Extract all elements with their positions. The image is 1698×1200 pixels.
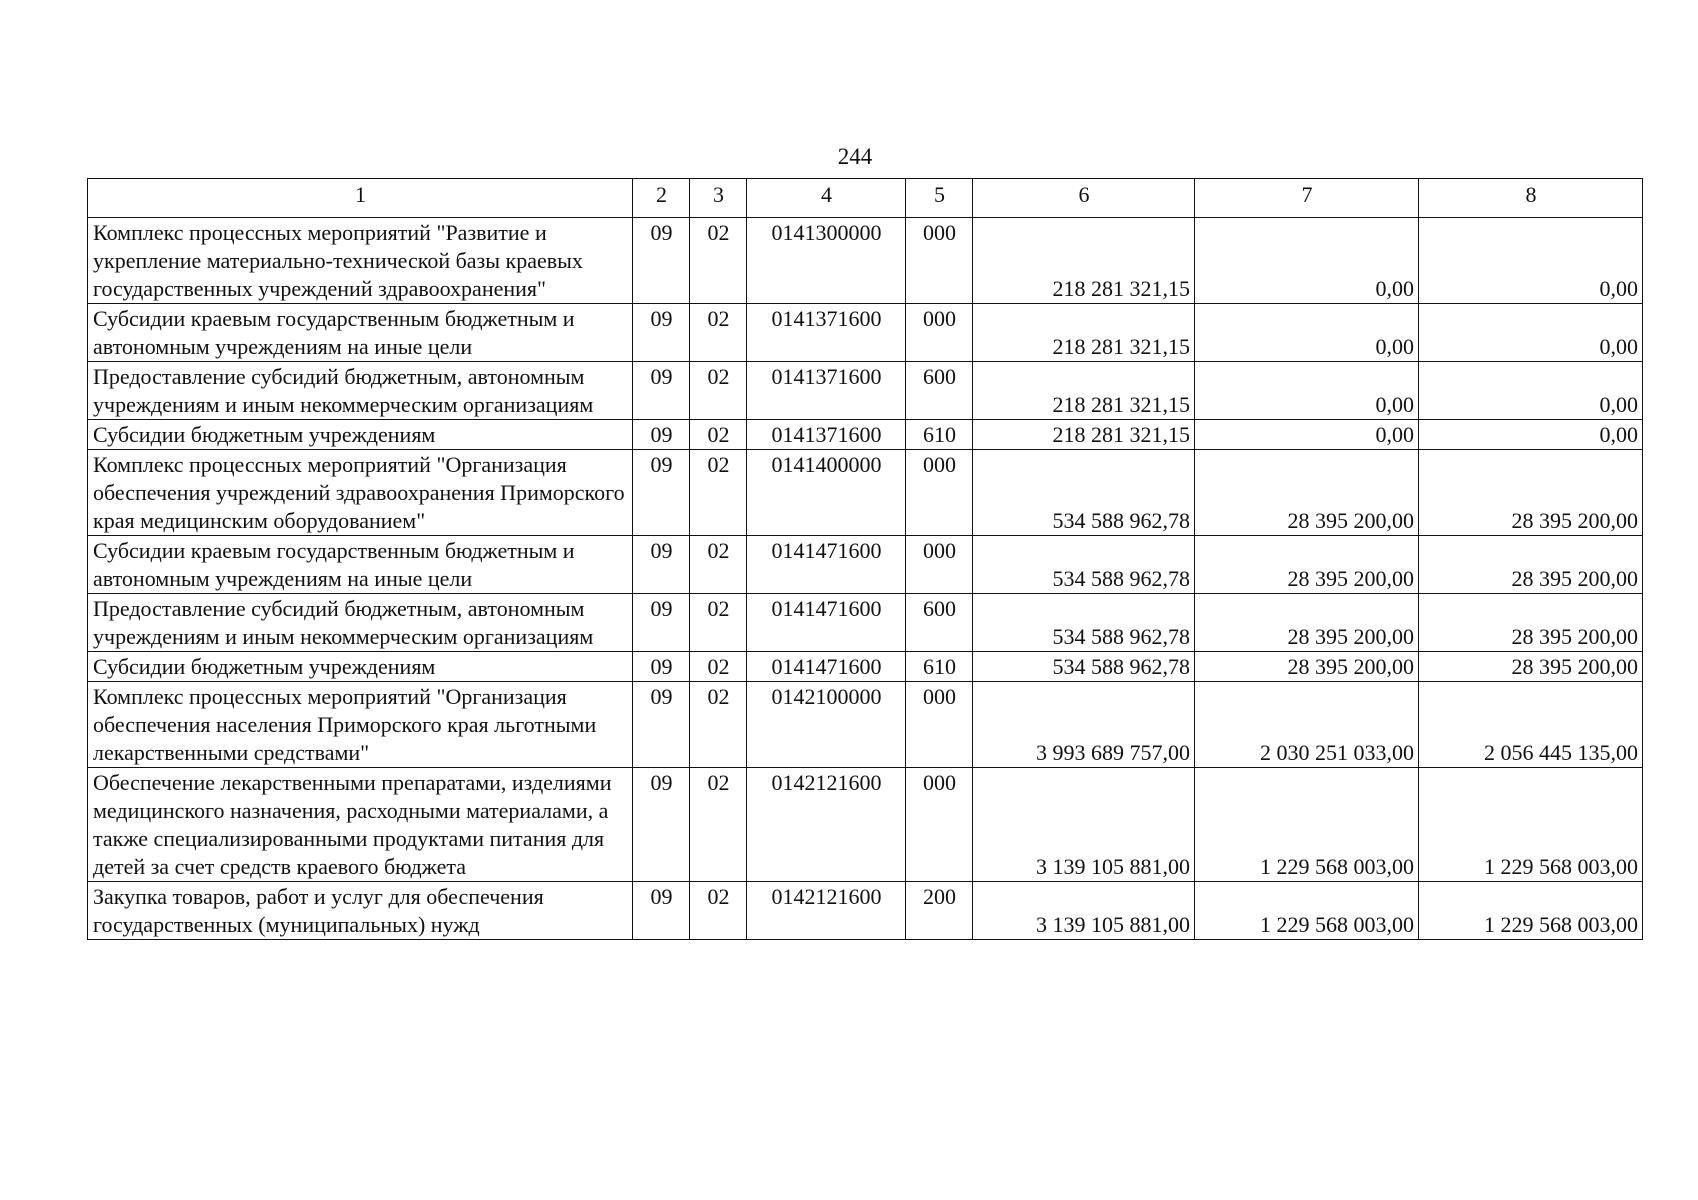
- table-row: [88, 420, 1643, 450]
- amount-col6-cell: 534 588 962,78: [973, 652, 1195, 682]
- column-header: 6: [973, 179, 1195, 218]
- amount-col7-cell: 2 030 251 033,00: [1195, 682, 1419, 768]
- amount-col6-cell: 534 588 962,78: [973, 450, 1195, 536]
- row-name-cell: Комплекс процессных мероприятий "Организация обеспечения учреждений здравоохранения Приморского края медицинским оборудованием": [88, 450, 633, 536]
- target-article-cell: 0141471600: [747, 594, 906, 652]
- target-article-cell: 0141371600: [747, 420, 906, 450]
- subsection-code-cell: 02: [690, 420, 747, 450]
- column-header: 3: [690, 179, 747, 218]
- amount-col7-cell: 1 229 568 003,00: [1195, 768, 1419, 882]
- target-article-cell: 0141471600: [747, 652, 906, 682]
- target-article-cell: 0141400000: [747, 450, 906, 536]
- target-article-cell: 0142100000: [747, 682, 906, 768]
- target-article-cell: 0142121600: [747, 768, 906, 882]
- subsection-code-cell: 02: [690, 536, 747, 594]
- amount-col6-cell: 218 281 321,15: [973, 362, 1195, 420]
- column-header: 1: [88, 179, 633, 218]
- row-name-cell: Комплекс процессных мероприятий "Организация обеспечения населения Приморского края льготными лекарственными средствами": [88, 682, 633, 768]
- amount-col7-cell: 0,00: [1195, 218, 1419, 304]
- target-article-cell: 0141371600: [747, 304, 906, 362]
- row-name-cell: Субсидии бюджетным учреждениям: [88, 652, 633, 682]
- table-row: [88, 682, 1643, 768]
- column-header: 5: [906, 179, 973, 218]
- table-row: [88, 536, 1643, 594]
- subsection-code-cell: 02: [690, 652, 747, 682]
- amount-col8-cell: 0,00: [1419, 362, 1643, 420]
- row-name-cell: Предоставление субсидий бюджетным, автономным учреждениям и иным некоммерческим организациям: [88, 362, 633, 420]
- amount-col8-cell: 1 229 568 003,00: [1419, 768, 1643, 882]
- amount-col7-cell: 0,00: [1195, 304, 1419, 362]
- section-code-cell: 09: [633, 304, 690, 362]
- table-row: [88, 362, 1643, 420]
- section-code-cell: 09: [633, 218, 690, 304]
- subsection-code-cell: 02: [690, 218, 747, 304]
- table-row: [88, 304, 1643, 362]
- amount-col8-cell: 28 395 200,00: [1419, 536, 1643, 594]
- subsection-code-cell: 02: [690, 682, 747, 768]
- budget-table: [87, 178, 1643, 940]
- expense-type-cell: 200: [906, 882, 973, 940]
- table-header-row: [88, 179, 1643, 218]
- expense-type-cell: 600: [906, 362, 973, 420]
- subsection-code-cell: 02: [690, 304, 747, 362]
- expense-type-cell: 610: [906, 652, 973, 682]
- row-name-cell: Комплекс процессных мероприятий "Развитие и укрепление материально-технической базы краевых государственных учреждений здравоохранения": [88, 218, 633, 304]
- amount-col7-cell: 28 395 200,00: [1195, 652, 1419, 682]
- section-code-cell: 09: [633, 362, 690, 420]
- section-code-cell: 09: [633, 682, 690, 768]
- expense-type-cell: 000: [906, 536, 973, 594]
- subsection-code-cell: 02: [690, 362, 747, 420]
- section-code-cell: 09: [633, 420, 690, 450]
- amount-col8-cell: 0,00: [1419, 218, 1643, 304]
- target-article-cell: 0141300000: [747, 218, 906, 304]
- amount-col6-cell: 534 588 962,78: [973, 594, 1195, 652]
- amount-col8-cell: 2 056 445 135,00: [1419, 682, 1643, 768]
- amount-col6-cell: 218 281 321,15: [973, 304, 1195, 362]
- table-row: [88, 768, 1643, 882]
- amount-col7-cell: 28 395 200,00: [1195, 536, 1419, 594]
- amount-col6-cell: 218 281 321,15: [973, 420, 1195, 450]
- expense-type-cell: 000: [906, 218, 973, 304]
- table-row: [88, 218, 1643, 304]
- row-name-cell: Субсидии краевым государственным бюджетным и автономным учреждениям на иные цели: [88, 536, 633, 594]
- expense-type-cell: 000: [906, 768, 973, 882]
- column-header: 4: [747, 179, 906, 218]
- expense-type-cell: 000: [906, 682, 973, 768]
- page-number: 244: [837, 144, 873, 169]
- amount-col8-cell: 28 395 200,00: [1419, 652, 1643, 682]
- subsection-code-cell: 02: [690, 450, 747, 536]
- row-name-cell: Обеспечение лекарственными препаратами, изделиями медицинского назначения, расходными материалами, а также специализированными продуктами питания для детей за счет средств краевого бюджета: [88, 768, 633, 882]
- section-code-cell: 09: [633, 768, 690, 882]
- amount-col6-cell: 3 139 105 881,00: [973, 768, 1195, 882]
- expense-type-cell: 000: [906, 304, 973, 362]
- expense-type-cell: 000: [906, 450, 973, 536]
- section-code-cell: 09: [633, 536, 690, 594]
- amount-col6-cell: 534 588 962,78: [973, 536, 1195, 594]
- section-code-cell: 09: [633, 450, 690, 536]
- row-name-cell: Закупка товаров, работ и услуг для обеспечения государственных (муниципальных) нужд: [88, 882, 633, 940]
- section-code-cell: 09: [633, 594, 690, 652]
- subsection-code-cell: 02: [690, 768, 747, 882]
- table-row: [88, 882, 1643, 940]
- table-row: [88, 594, 1643, 652]
- expense-type-cell: 610: [906, 420, 973, 450]
- table-row: [88, 652, 1643, 682]
- target-article-cell: 0142121600: [747, 882, 906, 940]
- amount-col7-cell: 0,00: [1195, 420, 1419, 450]
- row-name-cell: Субсидии краевым государственным бюджетным и автономным учреждениям на иные цели: [88, 304, 633, 362]
- amount-col6-cell: 218 281 321,15: [973, 218, 1195, 304]
- column-header: 8: [1419, 179, 1643, 218]
- amount-col7-cell: 1 229 568 003,00: [1195, 882, 1419, 940]
- target-article-cell: 0141471600: [747, 536, 906, 594]
- amount-col7-cell: 0,00: [1195, 362, 1419, 420]
- subsection-code-cell: 02: [690, 594, 747, 652]
- subsection-code-cell: 02: [690, 882, 747, 940]
- column-header: 7: [1195, 179, 1419, 218]
- amount-col8-cell: 0,00: [1419, 420, 1643, 450]
- row-name-cell: Субсидии бюджетным учреждениям: [88, 420, 633, 450]
- amount-col8-cell: 1 229 568 003,00: [1419, 882, 1643, 940]
- target-article-cell: 0141371600: [747, 362, 906, 420]
- amount-col8-cell: 28 395 200,00: [1419, 594, 1643, 652]
- amount-col8-cell: 0,00: [1419, 304, 1643, 362]
- amount-col6-cell: 3 139 105 881,00: [973, 882, 1195, 940]
- column-header: 2: [633, 179, 690, 218]
- row-name-cell: Предоставление субсидий бюджетным, автономным учреждениям и иным некоммерческим организациям: [88, 594, 633, 652]
- amount-col7-cell: 28 395 200,00: [1195, 594, 1419, 652]
- expense-type-cell: 600: [906, 594, 973, 652]
- table-row: [88, 450, 1643, 536]
- amount-col7-cell: 28 395 200,00: [1195, 450, 1419, 536]
- section-code-cell: 09: [633, 652, 690, 682]
- amount-col6-cell: 3 993 689 757,00: [973, 682, 1195, 768]
- amount-col8-cell: 28 395 200,00: [1419, 450, 1643, 536]
- section-code-cell: 09: [633, 882, 690, 940]
